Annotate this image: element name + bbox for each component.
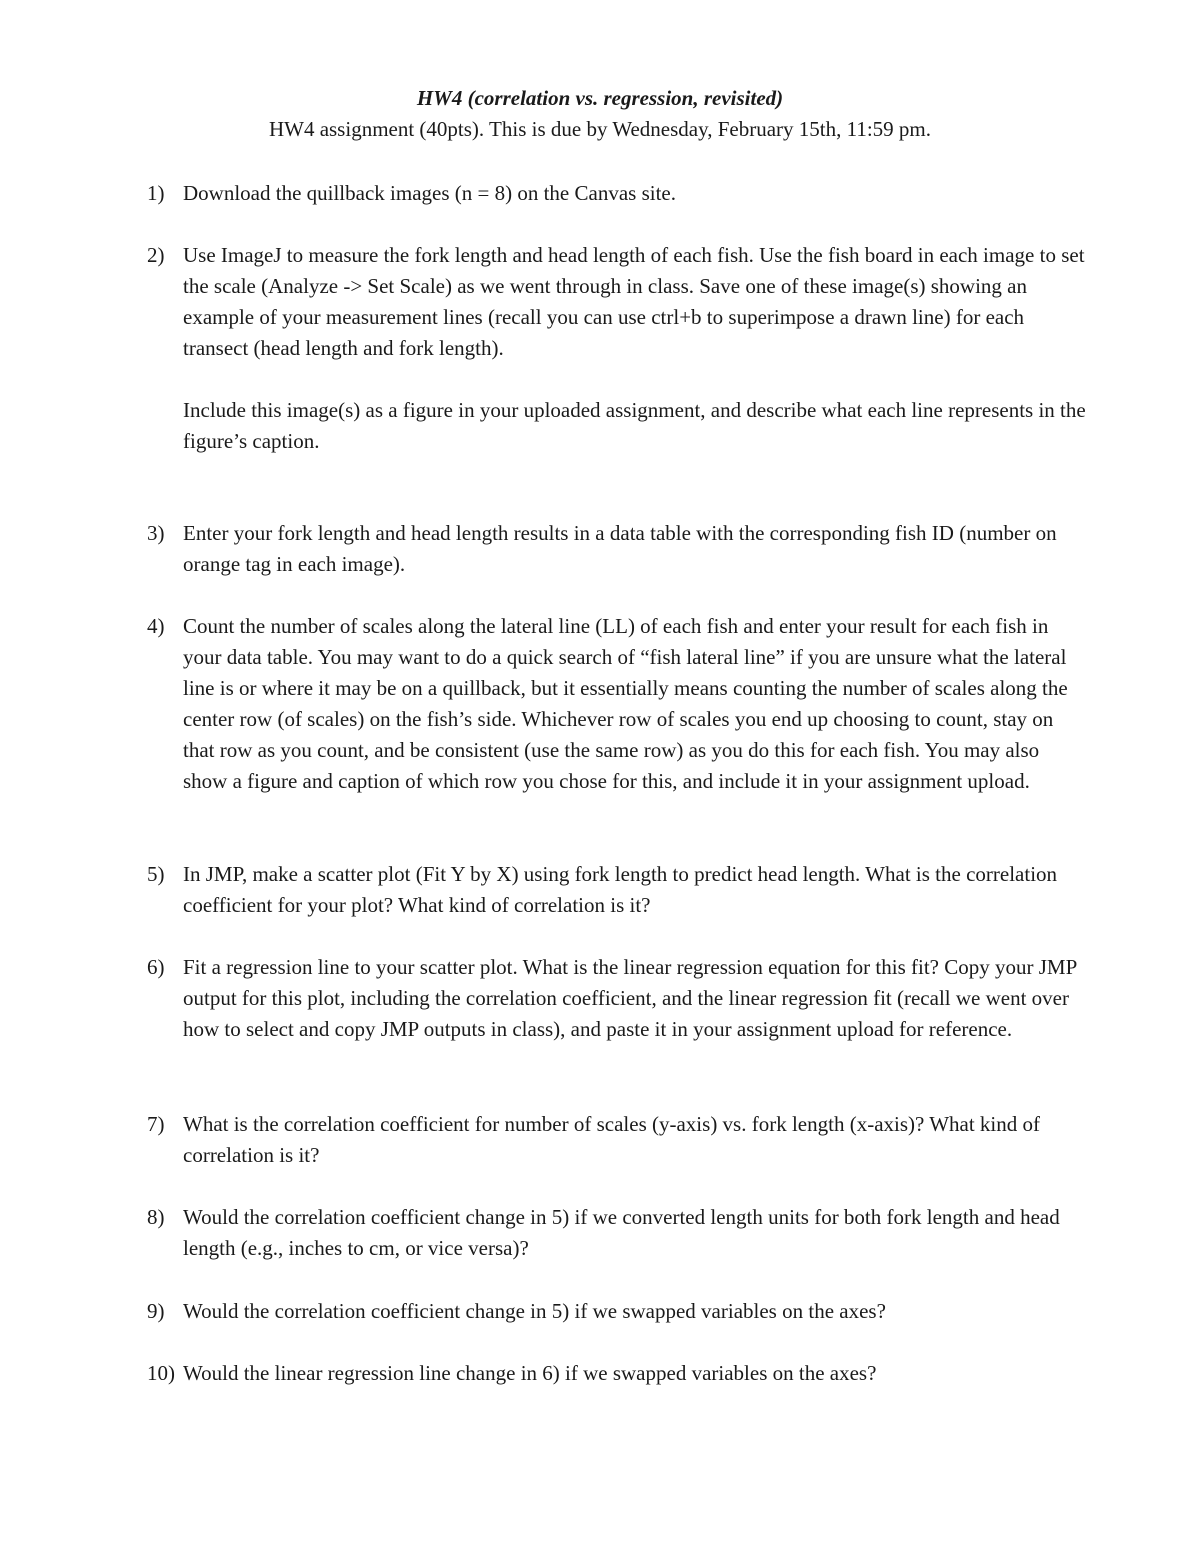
question-body [183,240,1087,457]
question-body [183,859,1087,921]
question-number: 3) [147,521,165,545]
question-item-5 [147,859,1087,921]
question-number: 7) [147,1112,165,1136]
question-item-3 [147,518,1087,580]
question-item-8 [147,1202,1087,1264]
question-body [183,518,1087,580]
question-number: 10) [147,1361,175,1385]
question-text: Use ImageJ to measure the fork length and head length of each fish. Use the fish board in each image to set the scale (Analyze -> Set Scale) as we went through in class. Save one of these image(s) showing an example of your measurement lines (recall you can use ctrl+b to superimpose a drawn line) for each transect (head length and fork length). [183,243,1085,360]
question-number: 5) [147,862,165,886]
question-number: 9) [147,1299,165,1323]
question-text: Would the correlation coefficient change in 5) if we swapped variables on the axes? [183,1299,886,1323]
question-text: Download the quillback images (n = 8) on the Canvas site. [183,181,676,205]
question-text: Fit a regression line to your scatter plot. What is the linear regression equation for this fit? Copy your JMP output for this plot, including the correlation coefficient, and the linear regression fit (recall we went over how to select and copy JMP outputs in class), and paste it in your assignment upload for reference. [183,955,1077,1041]
question-number: 8) [147,1205,165,1229]
question-item-1 [147,178,1087,209]
question-number: 4) [147,614,165,638]
question-text: Would the linear regression line change in 6) if we swapped variables on the axes? [183,1361,877,1385]
question-item-7 [147,1109,1087,1171]
question-text: What is the correlation coefficient for number of scales (y-axis) vs. fork length (x-axis)? What kind of correlation is it? [183,1112,1041,1167]
question-item-10 [147,1358,1087,1389]
question-body [183,952,1087,1045]
question-number: 2) [147,243,165,267]
page-title: HW4 (correlation vs. regression, revisited) [416,86,784,110]
question-item-6 [147,952,1087,1045]
question-body [183,178,1087,209]
question-text: Would the correlation coefficient change in 5) if we converted length units for both fork length and head length (e.g., inches to cm, or vice versa)? [183,1205,1060,1260]
question-body [183,1109,1087,1171]
question-item-2 [147,240,1087,457]
question-text: Include this image(s) as a figure in your uploaded assignment, and describe what each line represents in the figure’s caption. [183,398,1086,453]
question-item-4 [147,611,1087,797]
question-text: Count the number of scales along the lateral line (LL) of each fish and enter your result for each fish in your data table. You may want to do a quick search of “fish lateral line” if you are unsure what the lateral line is or where it may be on a quillback, but it essentially means counting the number of scales along the center row (of scales) on the fish’s side. Whichever row of scales you end up choosing to count, stay on that row as you count, and be consistent (use the same row) as you do this for each fish. You may also show a figure and caption of which row you chose for this, and include it in your assignment upload. [183,614,1068,793]
question-number: 1) [147,181,165,205]
question-body [183,1202,1087,1264]
assignment-subtitle: HW4 assignment (40pts). This is due by Wednesday, February 15th, 11:59 pm. [268,117,932,141]
question-body [183,1358,1087,1389]
question-body [183,611,1087,797]
question-text: In JMP, make a scatter plot (Fit Y by X) using fork length to predict head length. What is the correlation coefficient for your plot? What kind of correlation is it? [183,862,1058,917]
question-number: 6) [147,955,165,979]
question-item-9 [147,1296,1087,1327]
question-body [183,1296,1087,1327]
question-text: Enter your fork length and head length results in a data table with the corresponding fish ID (number on orange tag in each image). [183,521,1057,576]
